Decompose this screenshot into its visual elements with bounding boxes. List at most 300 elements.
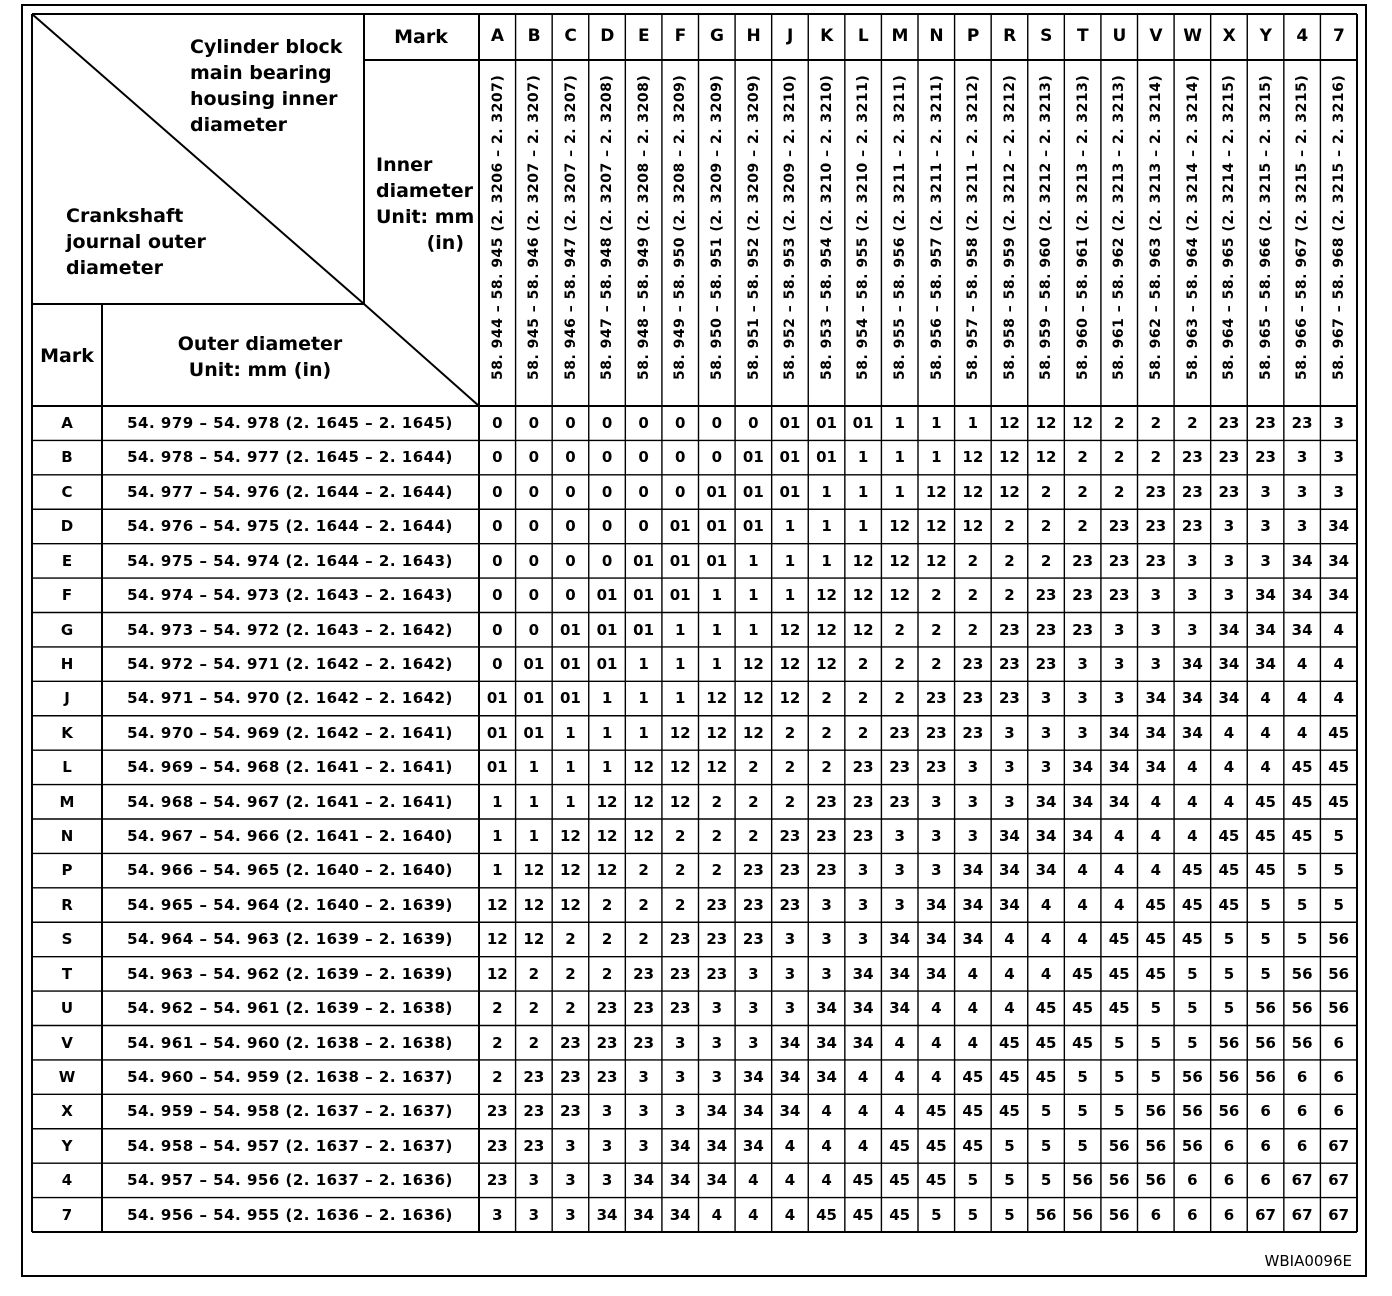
column-mark: N (929, 26, 944, 46)
outer-label-line: Unit: mm (in) (188, 359, 332, 381)
grade-cell: 12 (523, 895, 545, 914)
grade-cell: 45 (1328, 723, 1350, 742)
grade-cell: 6 (1296, 1136, 1308, 1155)
grade-cell: 2 (492, 1067, 503, 1086)
grade-cell: 3 (1150, 654, 1161, 673)
grade-cell: 56 (1291, 1033, 1313, 1052)
grade-cell: 0 (492, 620, 503, 639)
mark-label: Mark (394, 26, 448, 48)
column-range-text: 58. 957 – 58. 958 (2. 3211 – 2. 3212) (965, 74, 982, 380)
grade-cell: 67 (1291, 1171, 1313, 1190)
inner-label-line: Unit: mm (376, 206, 475, 228)
inner-label-line: Inner (376, 154, 433, 176)
grade-cell: 01 (560, 620, 581, 639)
grade-cell: 5 (1333, 895, 1344, 914)
figure-code: WBIA0096E (1264, 1252, 1352, 1270)
grade-cell: 23 (560, 1067, 581, 1086)
grade-cell: 34 (1255, 654, 1276, 673)
grade-cell: 12 (962, 448, 984, 467)
grade-cell: 23 (1218, 448, 1240, 467)
grade-cell: 34 (1291, 620, 1313, 639)
grade-cell: 4 (821, 1102, 832, 1121)
grade-cell: 5 (1187, 999, 1198, 1018)
grade-cell: 34 (925, 964, 947, 983)
grade-cell: 3 (1333, 482, 1344, 501)
grade-cell: 0 (528, 517, 540, 536)
grade-cell: 45 (925, 1136, 947, 1155)
grade-cell: 23 (523, 1136, 545, 1155)
grade-cell: 2 (565, 964, 576, 983)
grade-cell: 3 (748, 964, 759, 983)
grade-cell: 12 (669, 723, 691, 742)
column-range (845, 64, 882, 396)
grade-cell: 3 (1260, 551, 1271, 570)
grade-cell: 3 (1004, 723, 1015, 742)
column-range-text: 58. 947 – 58. 948 (2. 3207 – 2. 3208) (599, 74, 616, 380)
column-range-text: 58. 965 – 58. 966 (2. 3215 – 2. 3215) (1257, 74, 1274, 380)
grade-cell: 1 (748, 620, 759, 639)
grade-cell: 12 (889, 517, 911, 536)
grade-cell: 23 (1072, 586, 1094, 605)
grade-cell: 0 (492, 414, 503, 432)
column-range (1320, 64, 1357, 396)
grade-cell: 12 (999, 448, 1020, 467)
grade-cell: 01 (633, 586, 655, 605)
column-range-text: 58. 955 – 58. 956 (2. 3211 – 2. 3211) (891, 74, 908, 380)
grade-cell: 12 (560, 895, 581, 914)
grade-cell: 45 (999, 1067, 1020, 1086)
grade-cell: 4 (1004, 930, 1015, 949)
grade-cell: 12 (560, 827, 581, 845)
grade-cell: 34 (669, 1171, 691, 1190)
grade-cell: 34 (706, 1136, 728, 1155)
column-mark: X (1222, 26, 1236, 46)
grade-cell: 3 (1260, 482, 1271, 501)
grade-cell: 12 (999, 482, 1020, 501)
column-mark: C (564, 26, 577, 46)
grade-cell: 34 (779, 1067, 801, 1086)
grade-cell: 45 (962, 1067, 984, 1086)
grade-cell: 01 (560, 654, 581, 673)
row-outer-diameter: 54. 956 – 54. 955 (2. 1636 – 2. 1636) (127, 1205, 453, 1224)
grade-cell: 45 (1181, 861, 1203, 880)
grade-cell: 23 (1218, 482, 1240, 501)
grade-cell: 45 (1255, 861, 1276, 880)
grade-cell: 23 (852, 792, 874, 811)
grade-cell: 01 (669, 586, 691, 605)
grade-cell: 1 (857, 448, 869, 467)
grade-cell: 0 (565, 586, 576, 605)
grade-cell: 45 (962, 1136, 984, 1155)
grade-cell: 12 (706, 723, 728, 742)
column-range (1174, 64, 1211, 396)
row-outer-diameter: 54. 972 – 54. 971 (2. 1642 – 2. 1642) (127, 654, 453, 673)
grade-cell: 4 (931, 999, 942, 1018)
grade-cell: 0 (565, 482, 576, 501)
column-range-text: 58. 951 – 58. 952 (2. 3209 – 2. 3209) (745, 74, 762, 380)
grade-cell: 4 (1296, 654, 1308, 673)
grade-cell: 12 (596, 792, 618, 811)
grade-cell: 45 (1072, 999, 1094, 1018)
grade-cell: 0 (565, 414, 576, 432)
grade-cell: 4 (748, 1171, 759, 1190)
grade-cell: 0 (638, 448, 649, 467)
grade-cell: 01 (596, 620, 618, 639)
grade-cell: 4 (784, 1136, 796, 1155)
column-range (516, 64, 553, 396)
grade-cell: 3 (1187, 620, 1198, 639)
grade-cell: 23 (1181, 482, 1203, 501)
grade-cell: 23 (669, 930, 691, 949)
grade-cell: 0 (638, 482, 649, 501)
grade-cell: 5 (931, 1205, 942, 1224)
grade-cell: 23 (779, 861, 801, 880)
grade-cell: 3 (821, 964, 832, 983)
corner-top-line: Cylinder block (190, 36, 343, 58)
row-outer-diameter: 54. 977 – 54. 976 (2. 1644 – 2. 1644) (127, 482, 453, 501)
grade-cell: 45 (999, 1033, 1020, 1052)
grade-cell: 5 (1113, 1102, 1125, 1121)
grade-cell: 34 (852, 1033, 874, 1052)
grade-cell: 01 (560, 689, 581, 708)
corner-left-label (66, 203, 206, 281)
grade-cell: 4 (967, 964, 979, 983)
grade-cell: 6 (1333, 1033, 1344, 1052)
grade-cell: 23 (1255, 448, 1276, 467)
column-mark: M (891, 26, 909, 46)
grade-cell: 4 (1333, 689, 1344, 708)
grade-cell: 3 (1040, 723, 1052, 742)
grade-cell: 23 (889, 792, 911, 811)
grade-cell: 3 (711, 999, 722, 1018)
grade-cell: 01 (742, 482, 764, 501)
grade-cell: 5 (1150, 1033, 1161, 1052)
grade-cell: 2 (821, 723, 832, 742)
grade-cell: 67 (1328, 1136, 1350, 1155)
grade-cell: 45 (1328, 758, 1350, 777)
column-mark: D (600, 26, 615, 46)
grade-cell: 3 (601, 1136, 613, 1155)
grade-cell: 01 (816, 414, 837, 432)
grade-cell: 2 (857, 689, 869, 708)
grade-cell: 45 (816, 1205, 837, 1224)
grade-cell: 6 (1333, 1067, 1344, 1086)
grade-cell: 3 (967, 758, 979, 777)
grade-cell: 3 (601, 1102, 613, 1121)
grade-cell: 5 (1333, 827, 1344, 845)
grade-cell: 23 (816, 861, 837, 880)
grade-cell: 12 (889, 551, 911, 570)
grade-cell: 12 (742, 723, 764, 742)
corner-left-line: diameter (66, 257, 163, 279)
grade-cell: 3 (1333, 448, 1344, 467)
grade-cell: 3 (821, 930, 832, 949)
grade-cell: 12 (669, 758, 691, 777)
grade-cell: 3 (1077, 689, 1088, 708)
row-outer-diameter: 54. 974 – 54. 973 (2. 1643 – 2. 1643) (127, 586, 453, 605)
grade-cell: 4 (1187, 827, 1198, 845)
grade-cell: 6 (1333, 1102, 1344, 1121)
grade-cell: 4 (784, 1171, 796, 1190)
grade-cell: 2 (967, 586, 979, 605)
column-range-text: 58. 950 – 58. 951 (2. 3209 – 2. 3209) (709, 74, 725, 380)
grade-cell: 1 (748, 586, 759, 605)
grade-cell: 23 (889, 723, 911, 742)
grade-cell: 5 (1040, 1136, 1052, 1155)
grade-cell: 2 (711, 792, 722, 811)
row-mark: M (59, 792, 75, 811)
grade-cell: 45 (1255, 827, 1276, 845)
grade-cell: 2 (638, 930, 649, 949)
grade-cell: 23 (1108, 517, 1130, 536)
column-mark: G (710, 26, 724, 46)
grade-cell: 2 (711, 861, 722, 880)
grade-cell: 4 (1150, 827, 1161, 845)
grade-cell: 23 (596, 1067, 618, 1086)
grade-cell: 5 (1296, 861, 1308, 880)
grade-cell: 5 (1150, 999, 1161, 1018)
grade-cell: 5 (1260, 895, 1271, 914)
grade-cell: 34 (1218, 620, 1240, 639)
grade-cell: 5 (1296, 895, 1308, 914)
grade-cell: 23 (486, 1171, 508, 1190)
row-outer-diameter: 54. 957 – 54. 956 (2. 1637 – 2. 1636) (127, 1171, 453, 1190)
row-outer-diameter: 54. 965 – 54. 964 (2. 1640 – 2. 1639) (127, 895, 453, 914)
grade-cell: 2 (1004, 517, 1015, 536)
grade-cell: 2 (821, 758, 832, 777)
grade-cell: 3 (821, 895, 832, 914)
grade-cell: 0 (674, 414, 686, 432)
grade-cell: 01 (669, 517, 691, 536)
grade-cell: 1 (638, 723, 649, 742)
grade-cell: 12 (669, 792, 691, 811)
grade-cell: 2 (674, 827, 686, 845)
grade-cell: 3 (931, 861, 942, 880)
grade-cell: 12 (706, 758, 728, 777)
grade-cell: 34 (925, 930, 947, 949)
grade-cell: 2 (601, 930, 613, 949)
grade-cell: 12 (596, 827, 618, 845)
grade-cell: 12 (999, 414, 1020, 432)
grade-cell: 12 (486, 964, 508, 983)
grade-cell: 45 (1145, 895, 1167, 914)
grade-cell: 12 (633, 792, 655, 811)
grade-cell: 6 (1296, 1102, 1308, 1121)
row-outer-diameter: 54. 971 – 54. 970 (2. 1642 – 2. 1642) (127, 689, 453, 708)
grade-cell: 34 (706, 1102, 728, 1121)
column-range-text: 58. 952 – 58. 953 (2. 3209 – 2. 3210) (782, 74, 799, 380)
grade-cell: 23 (596, 999, 618, 1018)
grade-cell: 4 (1260, 758, 1271, 777)
column-range-text: 58. 954 – 58. 955 (2. 3210 – 2. 3211) (855, 74, 872, 380)
grade-cell: 5 (967, 1205, 979, 1224)
grade-cell: 3 (565, 1136, 576, 1155)
grade-cell: 01 (523, 689, 545, 708)
grade-cell: 12 (633, 758, 655, 777)
grade-cell: 34 (1072, 827, 1094, 845)
grade-cell: 23 (669, 999, 691, 1018)
grade-cell: 56 (1072, 1171, 1094, 1190)
grade-cell: 3 (1296, 482, 1308, 501)
grade-cell: 3 (784, 930, 796, 949)
grade-cell: 5 (1187, 964, 1198, 983)
column-range (1247, 64, 1284, 396)
grade-cell: 4 (1150, 792, 1161, 811)
grade-cell: 2 (1077, 482, 1088, 501)
grade-cell: 3 (784, 964, 796, 983)
column-mark: T (1077, 26, 1089, 46)
grade-cell: 1 (857, 517, 869, 536)
grade-cell: 34 (1108, 792, 1130, 811)
grade-cell: 5 (1260, 930, 1271, 949)
grade-cell: 12 (852, 551, 874, 570)
row-mark: V (61, 1033, 73, 1052)
grade-cell: 56 (1072, 1205, 1094, 1224)
grade-cell: 1 (821, 517, 832, 536)
grade-cell: 56 (1218, 1102, 1240, 1121)
grade-cell: 3 (1113, 620, 1125, 639)
grade-cell: 45 (1108, 964, 1130, 983)
grade-cell: 56 (1328, 999, 1350, 1018)
grade-cell: 5 (1223, 999, 1235, 1018)
grade-cell: 5 (1333, 861, 1344, 880)
grade-cell: 4 (1187, 792, 1198, 811)
grade-cell: 45 (1181, 895, 1203, 914)
grade-cell: 2 (601, 895, 613, 914)
grade-cell: 3 (601, 1171, 613, 1190)
grade-cell: 12 (925, 517, 947, 536)
grade-cell: 34 (999, 861, 1020, 880)
grade-cell: 23 (1145, 482, 1167, 501)
grade-cell: 23 (1255, 414, 1276, 432)
grade-cell: 0 (492, 586, 503, 605)
grade-cell: 2 (857, 723, 869, 742)
row-outer-diameter: 54. 960 – 54. 959 (2. 1638 – 2. 1637) (127, 1067, 453, 1086)
column-mark: B (527, 26, 541, 46)
grade-cell: 56 (1218, 1067, 1240, 1086)
grade-cell: 2 (894, 620, 905, 639)
column-range (1064, 64, 1101, 396)
grade-cell: 12 (779, 689, 801, 708)
row-outer-diameter: 54. 970 – 54. 969 (2. 1642 – 2. 1641) (127, 723, 453, 742)
grade-cell: 34 (596, 1205, 618, 1224)
column-mark: S (1040, 26, 1053, 46)
column-range-text: 58. 959 – 58. 960 (2. 3212 – 2. 3213) (1038, 74, 1055, 380)
grade-cell: 12 (633, 827, 655, 845)
grade-cell: 12 (816, 620, 837, 639)
grade-cell: 23 (633, 964, 655, 983)
column-range-text: 58. 966 – 58. 967 (2. 3215 – 2. 3215) (1294, 74, 1311, 380)
grade-cell: 4 (894, 1102, 905, 1121)
grade-cell: 2 (1040, 551, 1052, 570)
grade-cell: 12 (779, 620, 801, 639)
grade-cell: 67 (1291, 1205, 1313, 1224)
row-mark: J (64, 689, 70, 708)
corner-top-label (190, 34, 342, 138)
grade-cell: 2 (748, 758, 759, 777)
grade-cell: 2 (674, 861, 686, 880)
column-range-text: 58. 956 – 58. 957 (2. 3211 – 2. 3211) (928, 74, 945, 380)
grade-cell: 2 (601, 964, 613, 983)
grade-cell: 34 (1328, 551, 1350, 570)
grade-cell: 56 (1328, 930, 1350, 949)
grade-cell: 4 (1223, 723, 1235, 742)
row-mark-label: Mark (40, 345, 94, 367)
grade-cell: 1 (821, 551, 832, 570)
grade-cell: 34 (1255, 586, 1276, 605)
column-range (735, 64, 772, 396)
grade-cell: 1 (857, 482, 869, 501)
grade-cell: 1 (967, 414, 979, 432)
grade-cell: 0 (601, 482, 613, 501)
grade-cell: 23 (889, 758, 911, 777)
grade-cell: 12 (1035, 414, 1057, 432)
grade-cell: 23 (962, 654, 984, 673)
grade-cell: 4 (1113, 861, 1125, 880)
grade-cell: 45 (1035, 1033, 1057, 1052)
grade-cell: 23 (633, 999, 655, 1018)
column-mark: U (1112, 26, 1127, 46)
grade-cell: 0 (601, 551, 613, 570)
grade-cell: 23 (1108, 551, 1130, 570)
column-range (552, 64, 589, 396)
grade-cell: 3 (857, 895, 869, 914)
grade-cell: 45 (1108, 999, 1130, 1018)
grade-cell: 4 (857, 1102, 869, 1121)
grade-cell: 3 (711, 1033, 722, 1052)
grade-cell: 6 (1187, 1171, 1198, 1190)
grade-cell: 3 (894, 827, 905, 845)
grade-cell: 23 (486, 1102, 508, 1121)
grade-cell: 2 (1040, 482, 1052, 501)
grade-cell: 3 (638, 1136, 649, 1155)
grade-cell: 5 (1223, 930, 1235, 949)
grade-cell: 45 (1291, 827, 1313, 845)
column-mark: W (1183, 26, 1202, 46)
grade-cell: 34 (889, 999, 911, 1018)
grade-cell: 1 (528, 758, 540, 777)
grade-cell: 4 (1223, 758, 1235, 777)
corner-top-line: diameter (190, 114, 287, 136)
grade-cell: 4 (967, 1033, 979, 1052)
grade-cell: 67 (1328, 1205, 1350, 1224)
grade-cell: 34 (852, 964, 874, 983)
grade-cell: 0 (528, 620, 540, 639)
row-outer-diameter: 54. 961 – 54. 960 (2. 1638 – 2. 1638) (127, 1033, 453, 1052)
row-mark: P (61, 861, 73, 880)
grade-cell: 4 (1077, 895, 1088, 914)
grade-cell: 01 (779, 448, 801, 467)
grade-cell: 12 (742, 689, 764, 708)
grade-cell: 2 (967, 620, 979, 639)
grade-cell: 3 (967, 827, 979, 845)
grade-cell: 45 (1218, 895, 1240, 914)
grade-cell: 45 (1035, 999, 1057, 1018)
grade-cell: 01 (779, 482, 801, 501)
grade-cell: 45 (852, 1171, 874, 1190)
grade-cell: 5 (1223, 964, 1235, 983)
grade-cell: 34 (1291, 586, 1313, 605)
column-range-text: 58. 967 – 58. 968 (2. 3215 – 2. 3216) (1330, 74, 1347, 380)
grade-cell: 2 (565, 999, 576, 1018)
grade-cell: 2 (638, 861, 649, 880)
grade-cell: 01 (742, 448, 764, 467)
grade-cell: 45 (1072, 964, 1094, 983)
column-mark: F (674, 26, 687, 46)
grade-cell: 2 (748, 827, 759, 845)
row-outer-diameter: 54. 966 – 54. 965 (2. 1640 – 2. 1640) (127, 861, 453, 880)
grade-cell: 3 (565, 1205, 576, 1224)
